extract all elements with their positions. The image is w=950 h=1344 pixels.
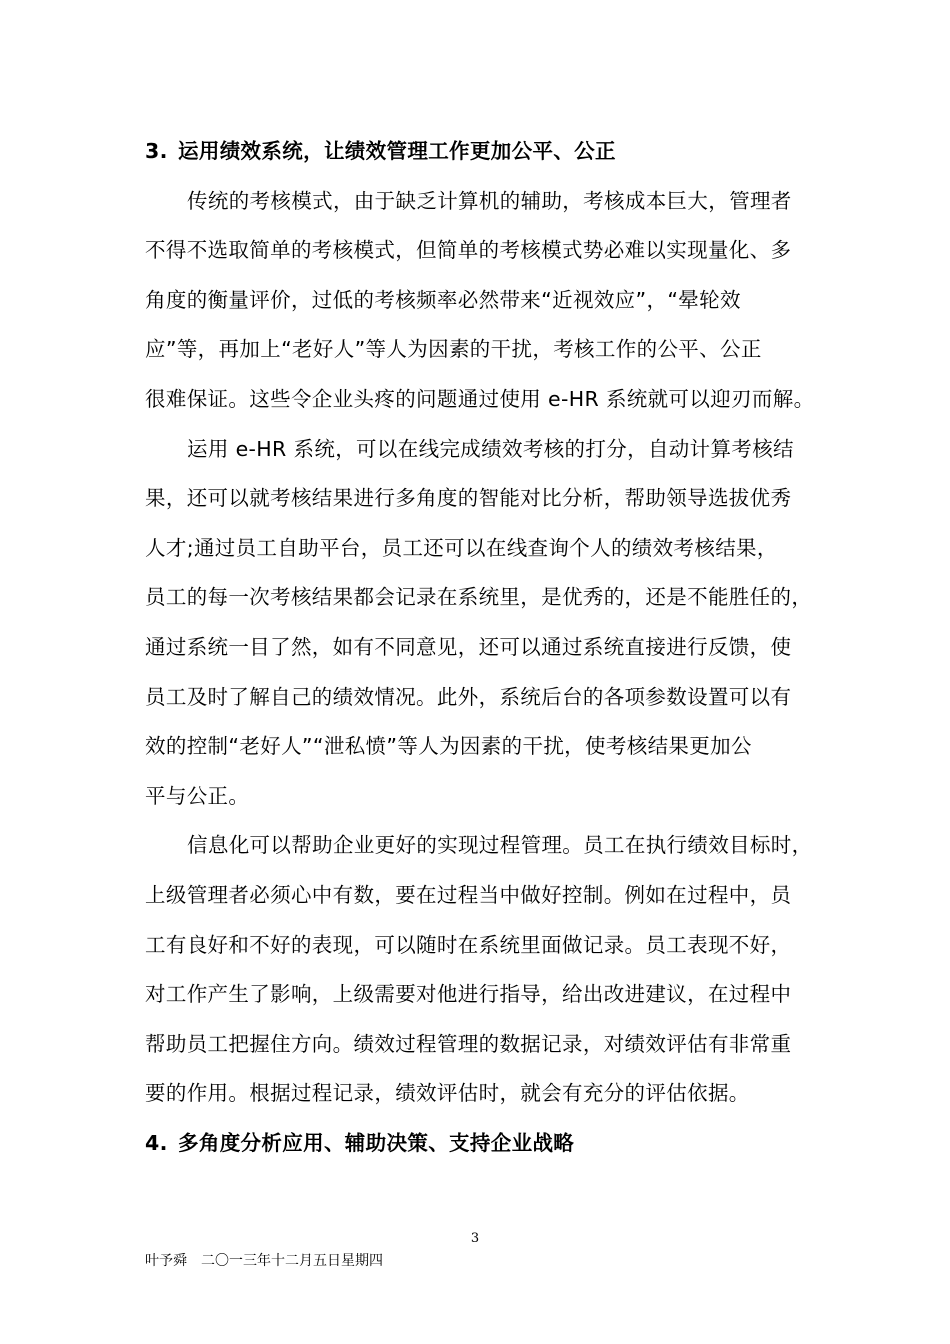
paragraph-line: 果，还可以就考核结果进行多角度的智能对比分析，帮助领导选拔优秀	[145, 486, 792, 511]
paragraph-line: 很难保证。这些令企业头疼的问题通过使用 e-HR 系统就可以迎刃而解。	[145, 386, 815, 411]
paragraph-line: 通过系统一目了然，如有不同意见，还可以通过系统直接进行反馈，使	[145, 634, 792, 659]
paragraph-line: 上级管理者必须心中有数，要在过程当中做好控制。例如在过程中，员	[145, 882, 792, 907]
paragraph-2	[145, 425, 817, 822]
paragraph-3	[145, 821, 817, 1119]
page-footer	[145, 1250, 383, 1270]
footer-date: 二〇一三年十二月五日星期四	[201, 1253, 383, 1269]
paragraph-line: 传统的考核模式，由于缺乏计算机的辅助，考核成本巨大，管理者	[187, 188, 792, 213]
paragraph-line: 信息化可以帮助企业更好的实现过程管理。员工在执行绩效目标时，	[187, 833, 813, 858]
footer-author: 叶予舜	[145, 1253, 187, 1269]
paragraph-line: 平与公正。	[145, 783, 250, 808]
paragraph-line: 应”等，再加上“老好人”等人为因素的干扰，考核工作的公平、公正	[145, 337, 762, 362]
section-4-title: 多角度分析应用、辅助决策、支持企业战略	[178, 1130, 575, 1155]
section-3-title: 运用绩效系统，让绩效管理工作更加公平、公正	[178, 139, 616, 163]
paragraph-line: 员工及时了解自己的绩效情况。此外，系统后台的各项参数设置可以有	[145, 684, 792, 709]
paragraph-line: 人才;通过员工自助平台，员工还可以在线查询个人的绩效考核结果，	[145, 535, 778, 560]
paragraph-line: 对工作产生了影响，上级需要对他进行指导，给出改进建议，在过程中	[145, 982, 792, 1007]
document-body	[145, 127, 817, 1168]
section-3-heading	[145, 127, 817, 177]
paragraph-line: 工有良好和不好的表现，可以随时在系统里面做记录。员工表现不好，	[145, 932, 792, 957]
section-3-number: 3.	[145, 139, 168, 163]
paragraph-line: 要的作用。根据过程记录，绩效评估时，就会有充分的评估依据。	[145, 1081, 750, 1106]
paragraph-line: 帮助员工把握住方向。绩效过程管理的数据记录，对绩效评估有非常重	[145, 1031, 792, 1056]
paragraph-line: 运用 e-HR 系统，可以在线完成绩效考核的打分，自动计算考核结	[187, 436, 794, 461]
section-4-number: 4.	[145, 1130, 168, 1155]
paragraph-line: 员工的每一次考核结果都会记录在系统里，是优秀的，还是不能胜任的，	[145, 585, 813, 610]
section-4-heading	[145, 1119, 817, 1169]
page-number: 3	[470, 1231, 480, 1246]
paragraph-line: 效的控制“老好人”“泄私愤”等人为因素的干扰，使考核结果更加公	[145, 734, 752, 759]
paragraph-line: 不得不选取简单的考核模式，但简单的考核模式势必难以实现量化、多	[145, 238, 792, 263]
paragraph-line: 角度的衡量评价，过低的考核频率必然带来“近视效应”，“晕轮效	[145, 287, 741, 312]
paragraph-1	[145, 177, 817, 425]
